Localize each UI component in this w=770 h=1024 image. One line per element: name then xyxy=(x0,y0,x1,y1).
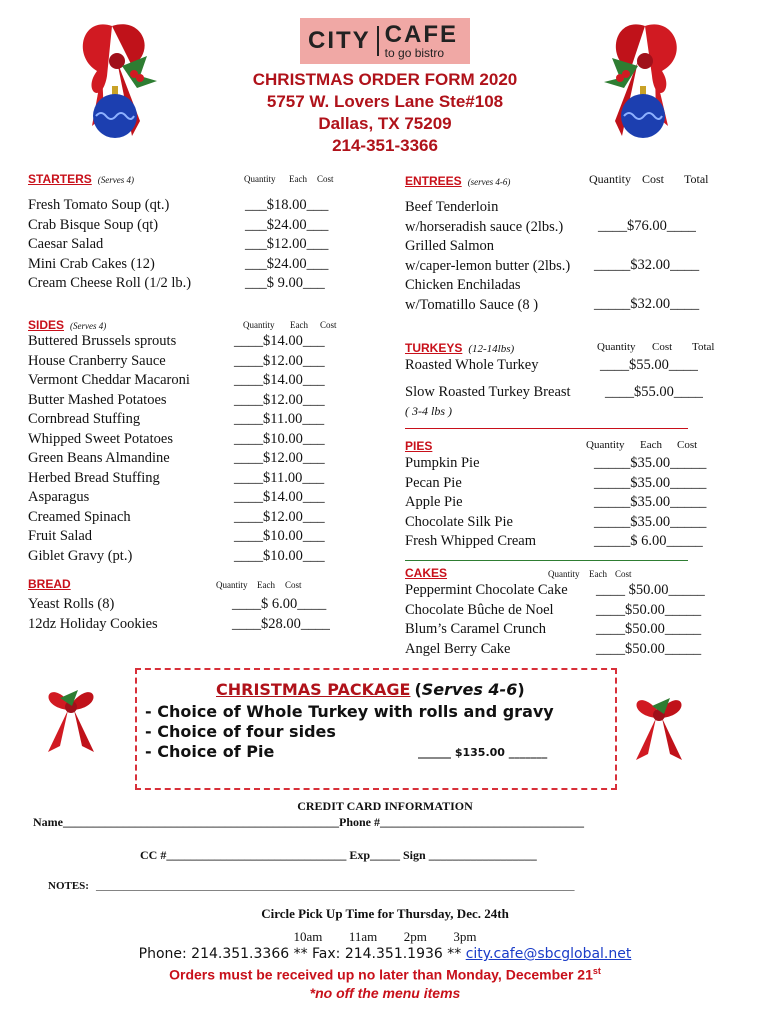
pies-list xyxy=(405,454,536,552)
pickup-title: Circle Pick Up Time for Thursday, Dec. 24th xyxy=(261,906,509,921)
price-field[interactable]: ___$ 9.00___ xyxy=(245,275,325,291)
off-menu-note: *no off the menu items xyxy=(309,985,461,1001)
cakes-prices xyxy=(596,581,705,659)
price-field[interactable]: ____$11.00___ xyxy=(234,411,325,427)
price-field[interactable]: ____$10.00___ xyxy=(234,528,325,544)
left-bow-icon xyxy=(38,676,104,756)
pies-header xyxy=(405,437,432,455)
list-item: Chocolate Silk Pie xyxy=(405,513,513,530)
pies-col-each: Each xyxy=(640,439,662,451)
form-title: CHRISTMAS ORDER FORM 2020 xyxy=(252,70,518,89)
pies-col-cost: Cost xyxy=(677,439,698,451)
entrees-col-total: Total xyxy=(684,172,709,186)
deadline-line xyxy=(0,966,770,983)
starters-col-each: Each xyxy=(289,174,307,184)
cc-exp-sign-field[interactable]: CC #______________________________ Exp_____ Sign __________________ xyxy=(140,848,537,862)
price-field[interactable]: ____$14.00___ xyxy=(234,372,325,388)
price-field[interactable]: ____$12.00___ xyxy=(234,450,325,466)
contact-line xyxy=(0,946,770,962)
price-field[interactable]: _____$35.00_____ xyxy=(594,455,707,471)
bread-list xyxy=(28,595,158,634)
logo-cafe: CAFE xyxy=(384,21,459,48)
cakes-col-cost: Cost xyxy=(615,569,632,579)
starters-prices xyxy=(245,196,328,294)
price-field[interactable]: ____$12.00___ xyxy=(234,391,325,408)
list-item: 12dz Holiday Cookies xyxy=(28,615,158,632)
price-field[interactable]: _____$35.00_____ xyxy=(594,494,707,510)
sides-list xyxy=(28,332,190,566)
turkeys-header xyxy=(405,339,514,357)
sides-col-cost: Cost xyxy=(320,320,337,330)
credit-card-title: CREDIT CARD INFORMATION xyxy=(297,799,473,813)
pickup-time-option[interactable]: 2pm xyxy=(403,929,427,944)
entrees-header xyxy=(405,172,510,190)
list-item: w/Tomatillo Sauce (8 ) xyxy=(405,296,539,313)
pies-title: PIES xyxy=(405,439,433,453)
price-field[interactable]: ___$24.00___ xyxy=(245,216,329,233)
pickup-time-option[interactable]: 3pm xyxy=(453,929,477,944)
price-field[interactable]: _____$ 6.00_____ xyxy=(594,533,703,549)
sides-note: (Serves 4) xyxy=(70,321,107,331)
right-bow-icon xyxy=(626,684,692,764)
list-item: Peppermint Chocolate Cake xyxy=(405,582,568,598)
bread-col-quantity: Quantity xyxy=(216,580,248,590)
name-phone-field[interactable]: Name______________________________________________Phone #__________________________________ xyxy=(33,815,584,829)
price-field[interactable]: ____$55.00____ xyxy=(600,357,698,373)
list-item: Roasted Whole Turkey xyxy=(405,357,539,373)
list-item: Pecan Pie xyxy=(405,474,462,491)
pickup-time-option[interactable]: 11am xyxy=(348,929,378,944)
turkeys-col-quantity: Quantity xyxy=(597,341,636,353)
list-item: Chocolate Bûche de Noel xyxy=(405,601,554,618)
deadline-text: Orders must be received up no later than Monday, December 21 xyxy=(169,966,593,983)
list-item: Butter Mashed Potatoes xyxy=(28,391,167,408)
entrees-col-cost: Cost xyxy=(642,172,665,186)
package-heading: CHRISTMAS PACKAGE (Serves 4-6) xyxy=(216,680,525,699)
notes-field[interactable]: _______________________________________________________________________________________ xyxy=(96,880,575,892)
price-field[interactable]: ____$11.00___ xyxy=(234,469,325,486)
price-field[interactable]: ____$14.00___ xyxy=(234,333,325,349)
list-item: Fresh Whipped Cream xyxy=(405,533,537,549)
price-field[interactable]: _____$32.00____ xyxy=(594,257,700,273)
deadline-sup: st xyxy=(592,966,601,976)
list-item: Fresh Tomato Soup (qt.) xyxy=(28,197,170,213)
price-field[interactable]: ____$76.00____ xyxy=(598,218,696,234)
entrees-list xyxy=(405,198,570,315)
package-line: - Choice of Whole Turkey with rolls and gravy xyxy=(145,702,554,721)
list-item: Vermont Cheddar Macaroni xyxy=(28,372,190,388)
price-field[interactable]: ____$12.00___ xyxy=(234,508,325,525)
logo-city: CITY xyxy=(300,26,379,56)
phone-line: 214-351-3366 xyxy=(332,136,438,155)
price-field[interactable]: _____$35.00_____ xyxy=(594,474,707,491)
price-field[interactable]: ____ $50.00_____ xyxy=(596,582,705,598)
price-field[interactable]: ___$18.00___ xyxy=(245,197,329,213)
price-field[interactable]: ____$10.00___ xyxy=(234,430,325,447)
pies-col-quantity: Quantity xyxy=(586,439,625,451)
notes-label: NOTES: xyxy=(48,880,89,892)
price-field[interactable]: ____$12.00___ xyxy=(234,352,325,369)
cakes-list xyxy=(405,581,568,659)
city-line: Dallas, TX 75209 xyxy=(318,114,452,133)
turkey-breast-note: ( 3-4 lbs ) xyxy=(405,404,452,418)
sides-col-quantity: Quantity xyxy=(243,320,275,330)
list-item: Asparagus xyxy=(28,489,90,505)
list-item: Whipped Sweet Potatoes xyxy=(28,430,173,447)
email-link[interactable]: city.cafe@sbcglobal.net xyxy=(465,946,632,962)
list-item: Herbed Bread Stuffing xyxy=(28,469,160,486)
turkeys-col-total: Total xyxy=(692,341,715,353)
list-item: Chicken Enchiladas xyxy=(405,277,521,293)
price-field[interactable]: ____$10.00___ xyxy=(234,547,325,564)
turkeys-col-cost: Cost xyxy=(652,341,673,353)
cakes-title: CAKES xyxy=(405,566,448,580)
list-item: w/caper-lemon butter (2lbs.) xyxy=(405,257,571,274)
list-item: Buttered Brussels sprouts xyxy=(28,333,177,349)
price-field[interactable]: ____$50.00_____ xyxy=(596,601,702,618)
list-item: Giblet Gravy (pt.) xyxy=(28,547,133,564)
list-item: Slow Roasted Turkey Breast xyxy=(405,384,571,400)
price-field[interactable]: ____$28.00____ xyxy=(232,615,330,632)
list-item: Crab Bisque Soup (qt) xyxy=(28,216,159,233)
list-item: Creamed Spinach xyxy=(28,508,131,525)
sides-col-each: Each xyxy=(290,320,308,330)
price-field[interactable]: _____$35.00_____ xyxy=(594,513,707,530)
price-field[interactable]: ____$50.00_____ xyxy=(596,640,702,657)
cakes-col-each: Each xyxy=(589,569,607,579)
package-price[interactable]: ______ $135.00 _______ xyxy=(418,746,548,759)
list-item: Cream Cheese Roll (1/2 lb.) xyxy=(28,275,192,291)
cakes-col-quantity: Quantity xyxy=(548,569,580,579)
list-item: Blum’s Caramel Crunch xyxy=(405,621,546,637)
turkeys-title: TURKEYS xyxy=(405,341,463,355)
price-field[interactable]: ____$14.00___ xyxy=(234,489,325,505)
address-line: 5757 W. Lovers Lane Ste#108 xyxy=(266,92,504,111)
pickup-times xyxy=(0,929,770,945)
starters-note: (Serves 4) xyxy=(97,175,135,185)
price-field[interactable]: _____$32.00____ xyxy=(594,296,700,312)
list-item: w/horseradish sauce (2lbs.) xyxy=(405,218,564,235)
price-field[interactable]: ____$55.00____ xyxy=(605,384,703,400)
turkeys-note: (12-14lbs) xyxy=(468,343,515,355)
city-cafe-logo xyxy=(300,18,470,64)
entrees-note: (serves 4-6) xyxy=(467,177,511,187)
sides-prices xyxy=(234,332,325,566)
bread-col-each: Each xyxy=(257,580,275,590)
phone-fax: Phone: 214.351.3366 ** Fax: 214.351.1936 ** xyxy=(138,946,466,962)
starters-col-quantity: Quantity xyxy=(244,174,276,184)
list-item: House Cranberry Sauce xyxy=(28,352,166,369)
list-item: Green Beans Almandine xyxy=(28,450,170,466)
divider xyxy=(405,560,688,561)
pickup-time-option[interactable]: 10am xyxy=(293,929,323,944)
entrees-col-quantity: Quantity xyxy=(589,172,631,186)
list-item: Beef Tenderloin xyxy=(405,199,499,215)
divider xyxy=(405,428,688,429)
list-item: Cornbread Stuffing xyxy=(28,411,141,427)
pies-prices xyxy=(594,454,706,552)
entrees-title: ENTREES xyxy=(405,174,462,188)
package-line: - Choice of Pie xyxy=(145,742,275,761)
package-title: CHRISTMAS PACKAGE xyxy=(216,680,411,699)
bread-title: BREAD xyxy=(28,577,71,591)
starters-list xyxy=(28,196,191,294)
price-field[interactable]: ____$50.00_____ xyxy=(596,621,702,637)
bread-header xyxy=(28,575,71,593)
list-item: Caesar Salad xyxy=(28,236,104,252)
cakes-header xyxy=(405,564,447,582)
list-item: Fruit Salad xyxy=(28,528,93,544)
starters-col-cost: Cost xyxy=(317,174,334,184)
bread-prices xyxy=(232,595,330,634)
list-item: Mini Crab Cakes (12) xyxy=(28,255,155,272)
bread-col-cost: Cost xyxy=(285,580,302,590)
logo-tagline: to go bistro xyxy=(384,46,445,60)
list-item: Grilled Salmon xyxy=(405,238,495,254)
list-item: Pumpkin Pie xyxy=(405,455,480,471)
starters-title: STARTERS xyxy=(28,172,92,186)
package-serves: Serves 4-6 xyxy=(421,680,518,699)
list-item: Angel Berry Cake xyxy=(405,640,511,657)
list-item: Apple Pie xyxy=(405,494,463,510)
starters-header xyxy=(28,170,134,188)
package-line: - Choice of four sides xyxy=(145,722,336,741)
sides-title: SIDES xyxy=(28,318,65,332)
price-field[interactable]: ___$24.00___ xyxy=(245,255,329,272)
list-item: Yeast Rolls (8) xyxy=(28,596,115,612)
price-field[interactable]: ___$12.00___ xyxy=(245,236,329,252)
price-field[interactable]: ____$ 6.00____ xyxy=(232,596,327,612)
